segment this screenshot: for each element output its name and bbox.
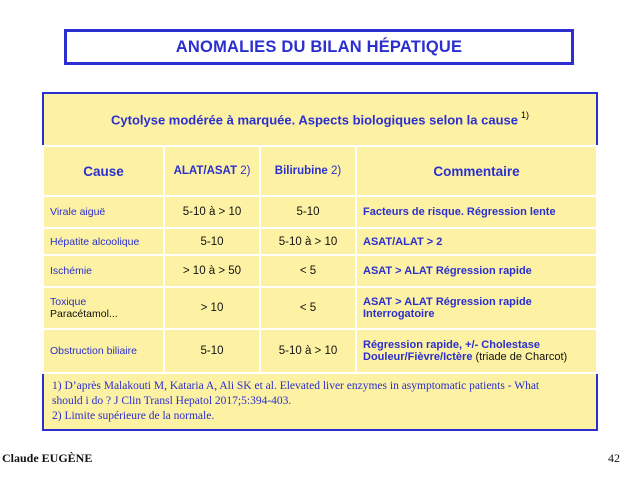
cell-cause (43, 196, 164, 228)
footnote-1-line1: 1) D’après Malakouti M, Kataria A, Ali SK et al. Elevated liver enzymes in asymptomatic patients - What (52, 380, 540, 392)
table-banner-row (43, 93, 597, 146)
table-row (43, 228, 597, 255)
cause-label: Hépatite alcoolique (50, 235, 140, 248)
header-commentaire: Commentaire (356, 146, 597, 196)
table-footnote-row (43, 373, 597, 430)
cell-cause (43, 228, 164, 255)
cause-label: Obstruction biliaire (50, 345, 137, 357)
cell-alat-asat: > 10 (164, 287, 260, 329)
cytolysis-table (42, 92, 598, 431)
cell-comment (356, 329, 597, 373)
comment-text: Régression rapide, +/- Cholestase (363, 339, 540, 351)
cause-sublabel: Paracétamol... (50, 308, 118, 320)
header-alat-asat (164, 146, 260, 196)
comment-text: ASAT/ALAT > 2 (363, 235, 443, 248)
cause-label: Ischémie (50, 265, 93, 277)
cell-bilirubine: < 5 (260, 287, 356, 329)
header-bilirubine (260, 146, 356, 196)
cell-alat-asat: 5-10 à > 10 (164, 196, 260, 228)
header-cause: Cause (43, 146, 164, 196)
header-bilirubine-note: 2) (327, 165, 342, 177)
header-alat-asat-note: 2) (237, 165, 251, 177)
cell-comment (356, 228, 597, 255)
table-banner (43, 93, 597, 146)
comment-text-line2 (363, 351, 590, 363)
footnote-2: 2) Limite supérieure de la normale. (52, 410, 215, 422)
header-bilirubine-label: Bilirubine (274, 165, 328, 177)
cell-comment (356, 196, 597, 228)
banner-text: Cytolyse modérée à marquée. Aspects biologiques selon la cause (111, 112, 518, 128)
cause-label: Toxique (50, 296, 87, 308)
cell-alat-asat: > 10 à > 50 (164, 255, 260, 287)
comment-text-line2: Interrogatoire (363, 308, 435, 320)
cell-bilirubine: 5-10 (260, 196, 356, 228)
comment-text: Facteurs de risque. Régression lente (363, 206, 556, 218)
header-alat-asat-label: ALAT/ASAT (173, 165, 238, 177)
title-box (64, 29, 574, 65)
table-row (43, 287, 597, 329)
table-row (43, 196, 597, 228)
table-row (43, 255, 597, 287)
footnotes (43, 373, 597, 430)
comment-text: ASAT > ALAT Régression rapide (363, 296, 532, 308)
cell-comment (356, 287, 597, 329)
table-header-row (43, 146, 597, 196)
cell-cause (43, 255, 164, 287)
cell-cause (43, 287, 164, 329)
table-row (43, 329, 597, 373)
cell-alat-asat: 5-10 (164, 228, 260, 255)
author-name: Claude EUGÈNE (2, 451, 93, 465)
cause-label: Virale aiguë (50, 206, 106, 218)
cell-bilirubine: 5-10 à > 10 (260, 228, 356, 255)
comment-text-bold: Douleur/Fièvre/Ictère (363, 351, 473, 363)
comment-text: ASAT > ALAT Régression rapide (363, 265, 532, 277)
cell-bilirubine: < 5 (260, 255, 356, 287)
banner-footnote-ref: 1) (521, 109, 530, 120)
footnote-1-line2: should i do ? J Clin Transl Hepatol 2017;5:394-403. (52, 395, 292, 407)
cell-alat-asat: 5-10 (164, 329, 260, 373)
cell-cause (43, 329, 164, 373)
cell-comment (356, 255, 597, 287)
page-title: ANOMALIES DU BILAN HÉPATIQUE (175, 37, 463, 56)
cell-bilirubine: 5-10 à > 10 (260, 329, 356, 373)
comment-text-plain: (triade de Charcot) (472, 351, 568, 363)
page-number: 42 (608, 451, 620, 465)
